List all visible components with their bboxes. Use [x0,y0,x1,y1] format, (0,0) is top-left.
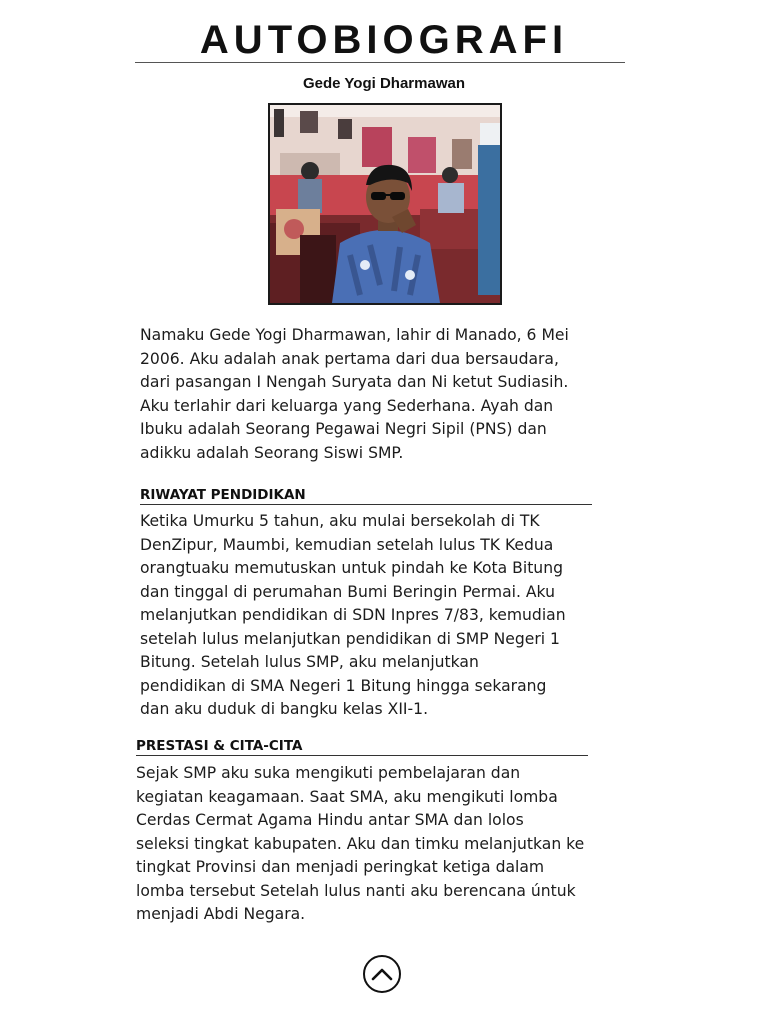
section-heading-achievements: PRESTASI & CITA-CITA [136,738,588,756]
section-heading-education: RIWAYAT PENDIDIKAN [140,487,592,505]
title-divider [135,62,625,63]
education-paragraph: Ketika Umurku 5 tahun, aku mulai bersekolah di TK DenZipur, Maumbi, kemudian setelah lulus TK Kedua orangtuaku memutuskan untuk pindah ke Kota Bitung dan tinggal di perumahan Bumi Beringin Permai. Aku melanjutkan pendidikan di SDN Inpres 7/83, kemudian setelah lulus melanjutkan pendidikan di SMP Negeri 1 Bitung. Setelah lulus SMP, aku melanjutkan pendidikan di SMA Negeri 1 Bitung hingga sekarang dan aku duduk di bangku kelas XII-1. [140,512,566,718]
author-name: Gede Yogi Dharmawan [303,75,465,92]
scroll-to-top-button[interactable] [363,955,401,993]
chevron-up-icon [371,967,393,981]
page-title: AUTOBIOGRAFI [199,18,569,62]
achievements-paragraph: Sejak SMP aku suka mengikuti pembelajaran dan kegiatan keagamaan. Saat SMA, aku mengikuti lomba Cerdas Cermat Agama Hindu antar SMA dan lolos seleksi tingkat kabupaten. Aku dan timku melanjutkan ke tingkat Provinsi dan menjadi peringkat ketiga dalam lomba tersebut Setelah lulus nanti aku berencana úntuk menjadi Abdi Negara. [136,764,585,923]
intro-paragraph: Namaku Gede Yogi Dharmawan, lahir di Manado, 6 Mei 2006. Aku adalah anak pertama dari dua bersaudara, dari pasangan I Nengah Suryata dan Ni ketut Sudiasih. Aku terlahir dari keluarga yang Sederhana. Ayah dan Ibuku adalah Seorang Pegawai Negri Sipil (PNS) dan adikku adalah Seorang Siswi SMP. [140,326,569,462]
author-photo [268,103,502,305]
